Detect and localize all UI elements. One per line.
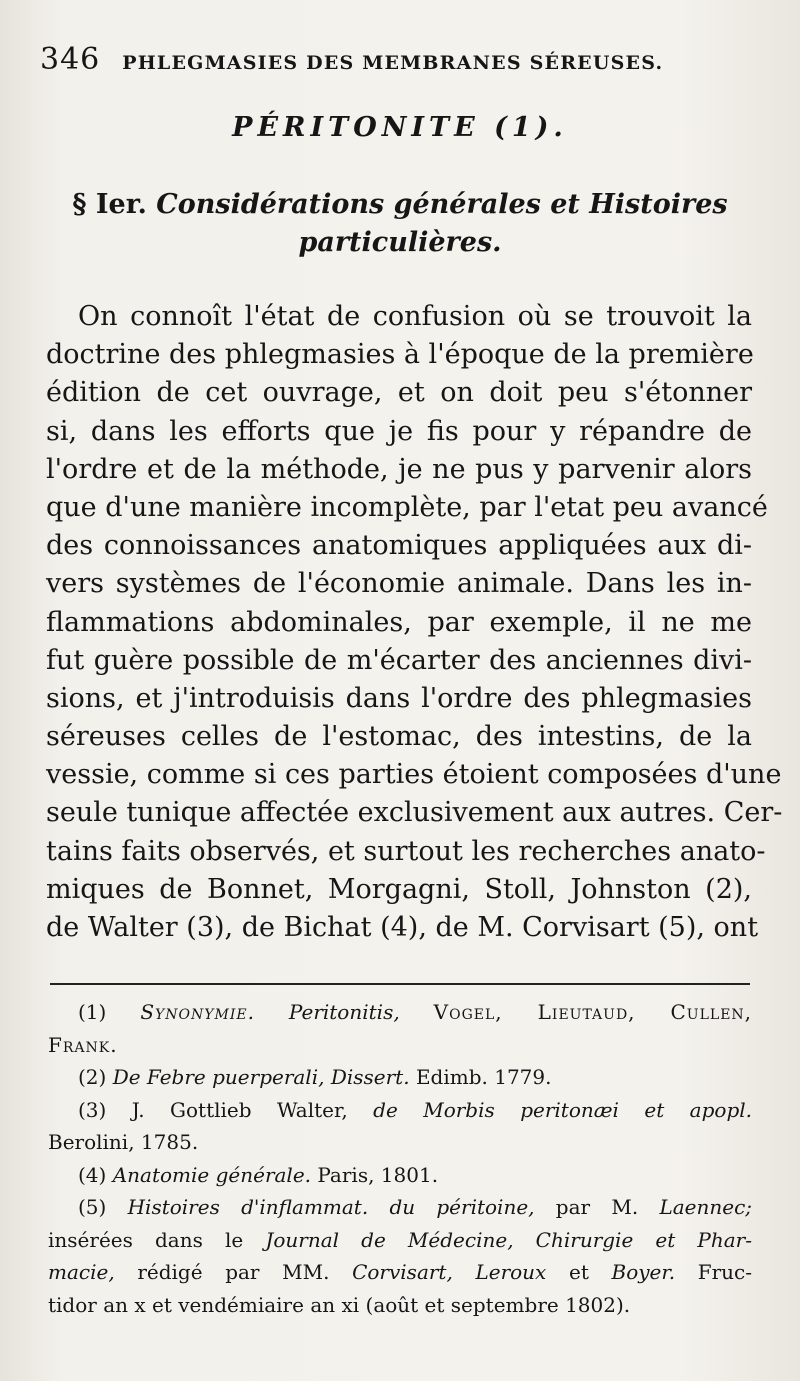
footnote-5 bbox=[48, 1191, 752, 1224]
section-heading bbox=[60, 186, 740, 262]
footnote-mark: (5) bbox=[78, 1195, 107, 1219]
chapter-title: PÉRITONITE (1). bbox=[232, 112, 568, 143]
body-line: l'ordre et de la méthode, je ne pus y parvenir alors bbox=[46, 453, 752, 485]
footnote-editors: Corvisart, Leroux bbox=[352, 1260, 547, 1284]
section-number: § Ier. bbox=[72, 189, 147, 220]
footnote-journal: Journal de Médecine, Chirurgie et Phar- bbox=[265, 1227, 752, 1252]
footnote-text: insérées dans le bbox=[48, 1227, 244, 1252]
footnote-mark: (1) bbox=[78, 1000, 107, 1024]
footnote-3-continuation: Berolini, 1785. bbox=[48, 1130, 199, 1154]
footnote-details: Edimb. 1779. bbox=[415, 1065, 552, 1089]
footnote-mark: (2) bbox=[78, 1065, 107, 1089]
body-line: doctrine des phlegmasies à l'époque de la première bbox=[46, 339, 754, 371]
section-title-part-1: Considérations générales et Histoires bbox=[156, 189, 728, 220]
body-line: sions, et j'introduisis dans l'ordre des phlegmasies bbox=[46, 682, 752, 714]
footnote-5-line-4: tidor an x et vendémiaire an xi (août et septembre 1802). bbox=[48, 1292, 631, 1317]
footnote-4 bbox=[48, 1159, 752, 1192]
body-line: vers systèmes de l'économie animale. Dans les in- bbox=[46, 568, 752, 600]
footnote-text: Fruc- bbox=[697, 1260, 753, 1284]
body-line: fut guère possible de m'écarter des anciennes divi- bbox=[46, 644, 752, 676]
footnote-5-line-2 bbox=[48, 1224, 752, 1257]
footnote-5-line-3 bbox=[48, 1256, 752, 1289]
body-line: si, dans les efforts que je fis pour y répandre de bbox=[46, 415, 752, 447]
footnote-title: De Febre puerperali, Dissert. bbox=[112, 1065, 410, 1089]
body-line: On connoît l'état de confusion où se trouvoit la bbox=[78, 301, 752, 332]
footnote-by: par M. bbox=[555, 1195, 639, 1219]
footnote-divider bbox=[50, 983, 750, 985]
footnote-2 bbox=[48, 1061, 752, 1094]
body-line: flammations abdominales, par exemple, il ne me bbox=[46, 606, 752, 638]
footnote-mark: (3) bbox=[78, 1097, 107, 1122]
body-line: vessie, comme si ces parties étoient composées d'une bbox=[46, 759, 782, 791]
body-paragraph bbox=[46, 298, 783, 947]
page-header bbox=[40, 42, 760, 82]
footnote-journal-cont: macie, bbox=[48, 1260, 115, 1284]
body-line: miques de Bonnet, Morgagni, Stoll, Johnston (2), bbox=[46, 873, 752, 905]
footnote-term: Peritonitis, bbox=[288, 1000, 400, 1024]
section-heading-line-1 bbox=[60, 186, 740, 224]
body-line: de Walter (3), de Bichat (4), de M. Corvisart (5), ont bbox=[46, 912, 759, 943]
footnote-editor: Boyer. bbox=[611, 1260, 676, 1284]
footnote-mark: (4) bbox=[78, 1162, 107, 1187]
body-line: édition de cet ouvrage, et on doit peu s'étonner bbox=[46, 377, 752, 409]
footnote-title: de Morbis peritonæi et apopl. bbox=[373, 1097, 753, 1122]
footnote-author: J. Gottlieb Walter, bbox=[131, 1097, 348, 1122]
footnote-title: Anatomie générale. bbox=[112, 1162, 312, 1187]
body-line: que d'une manière incomplète, par l'etat peu avancé bbox=[46, 491, 768, 523]
footnotes bbox=[48, 996, 752, 1321]
body-line: tains faits observés, et surtout les recherches anato- bbox=[46, 835, 766, 867]
footnote-text: rédigé par MM. bbox=[137, 1260, 330, 1284]
body-line: des connoissances anatomiques appliquées aux di- bbox=[46, 530, 752, 562]
footnote-1-continuation: Frank. bbox=[48, 1032, 118, 1057]
body-line: seule tunique affectée exclusivement aux autres. Cer- bbox=[46, 797, 783, 829]
footnote-3 bbox=[48, 1094, 752, 1127]
footnote-title: Histoires d'inflammat. du péritoine, bbox=[127, 1195, 535, 1219]
footnote-authors: Vogel, Lieutaud, Cullen, bbox=[433, 1000, 753, 1024]
section-title-part-2: particulières. bbox=[298, 227, 502, 258]
page-number: 346 bbox=[40, 42, 101, 77]
footnote-1 bbox=[48, 996, 752, 1029]
footnote-author: Laennec; bbox=[659, 1195, 753, 1219]
footnote-text: et bbox=[568, 1260, 589, 1284]
footnote-details: Paris, 1801. bbox=[317, 1162, 439, 1187]
footnote-label: Synonymie. bbox=[140, 1000, 255, 1024]
running-head: PHLEGMASIES DES MEMBRANES SÉREUSES. bbox=[122, 52, 664, 74]
body-line: séreuses celles de l'estomac, des intestins, de la bbox=[46, 721, 752, 753]
